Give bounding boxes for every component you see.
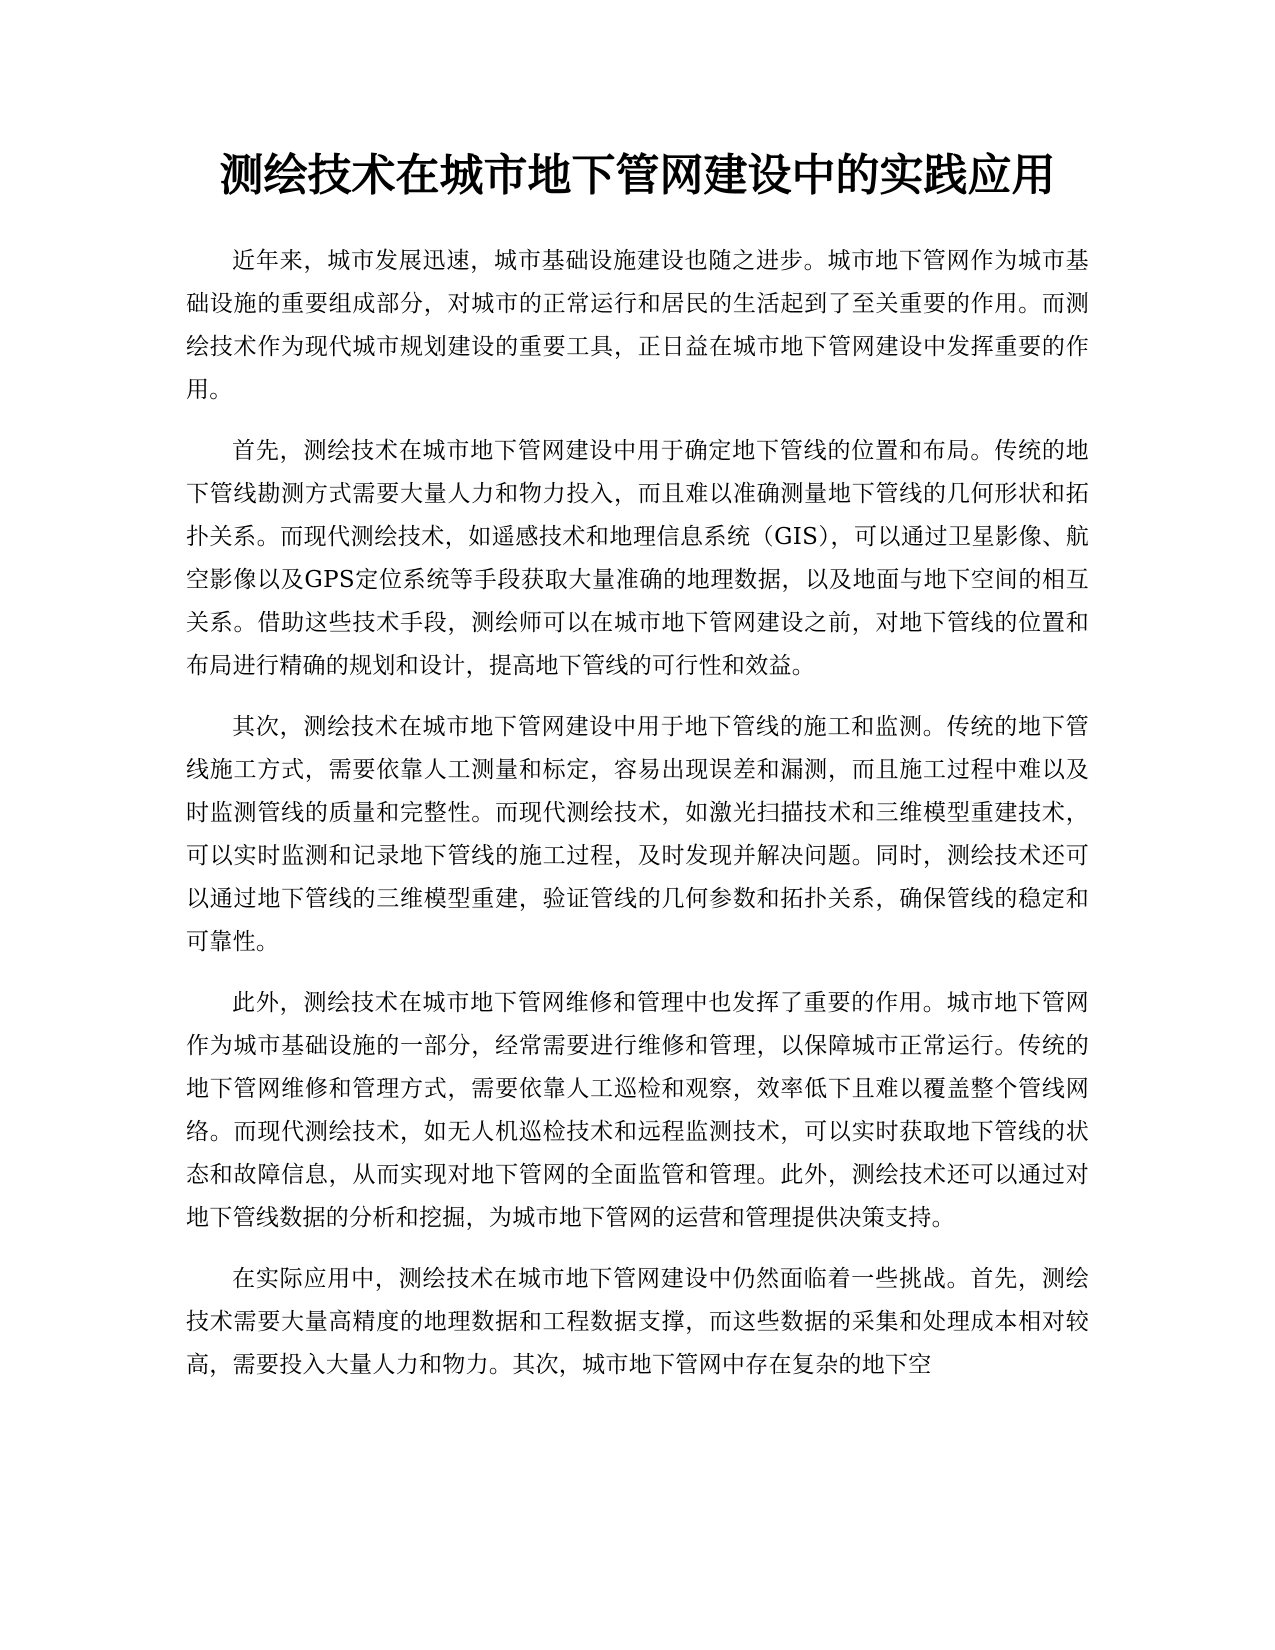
paragraph-first: 首先，测绘技术在城市地下管网建设中用于确定地下管线的位置和布局。传统的地下管线勘测方式需要大量人力和物力投入，而且难以准确测量地下管线的几何形状和拓扑关系。而现代测绘技术，如遥感技术和地理信息系统（GIS），可以通过卫星影像、航空影像以及GPS定位系统等手段获取大量准确的地理数据，以及地面与地下空间的相互关系。借助这些技术手段，测绘师可以在城市地下管网建设之前，对地下管线的位置和布局进行精确的规划和设计，提高地下管线的可行性和效益。 — [186, 438, 1089, 679]
document-title: 测绘技术在城市地下管网建设中的实践应用 — [219, 150, 1056, 201]
document-body — [186, 240, 1089, 1405]
paragraph-maintenance: 此外，测绘技术在城市地下管网维修和管理中也发挥了重要的作用。城市地下管网作为城市基础设施的一部分，经常需要进行维修和管理，以保障城市正常运行。传统的地下管网维修和管理方式，需要依靠人工巡检和观察，效率低下且难以覆盖整个管线网络。而现代测绘技术，如无人机巡检技术和远程监测技术，可以实时获取地下管线的状态和故障信息，从而实现对地下管网的全面监管和管理。此外，测绘技术还可以通过对地下管线数据的分析和挖掘，为城市地下管网的运营和管理提供决策支持。 — [186, 990, 1089, 1231]
paragraph-intro: 近年来，城市发展迅速，城市基础设施建设也随之进步。城市地下管网作为城市基础设施的重要组成部分，对城市的正常运行和居民的生活起到了至关重要的作用。而测绘技术作为现代城市规划建设的重要工具，正日益在城市地下管网建设中发挥重要的作用。 — [186, 248, 1089, 403]
paragraph-second: 其次，测绘技术在城市地下管网建设中用于地下管线的施工和监测。传统的地下管线施工方式，需要依靠人工测量和标定，容易出现误差和漏测，而且施工过程中难以及时监测管线的质量和完整性。而现代测绘技术，如激光扫描技术和三维模型重建技术，可以实时监测和记录地下管线的施工过程，及时发现并解决问题。同时，测绘技术还可以通过地下管线的三维模型重建，验证管线的几何参数和拓扑关系，确保管线的稳定和可靠性。 — [186, 714, 1089, 955]
paragraph-challenges: 在实际应用中，测绘技术在城市地下管网建设中仍然面临着一些挑战。首先，测绘技术需要大量高精度的地理数据和工程数据支撑，而这些数据的采集和处理成本相对较高，需要投入大量人力和物力。其次，城市地下管网中存在复杂的地下空 — [186, 1266, 1089, 1378]
